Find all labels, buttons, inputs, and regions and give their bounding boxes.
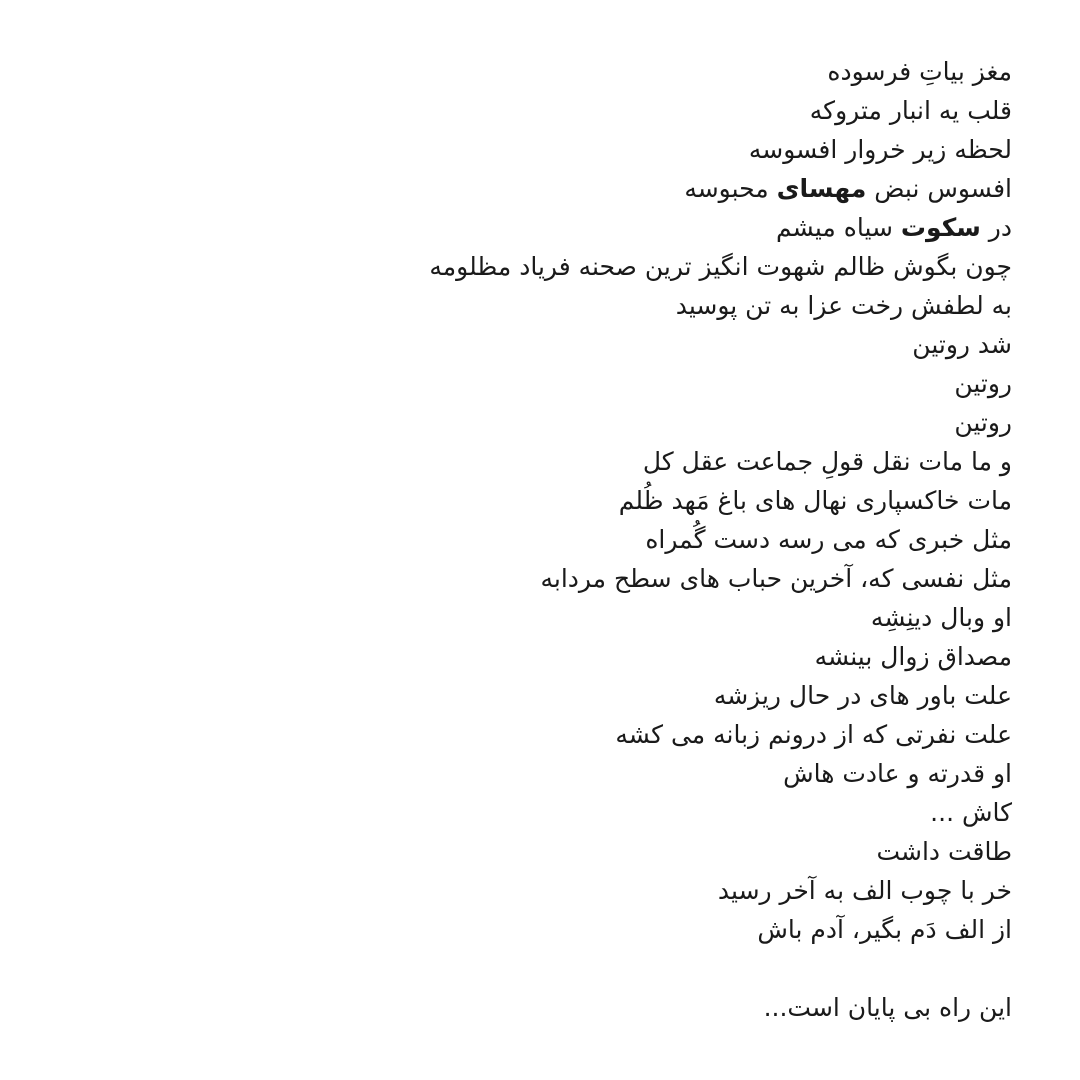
stanza-gap: [72, 949, 1012, 988]
poem-line-text: سیاه میشم: [775, 213, 901, 242]
poem-line: و ما مات نقل قولِ جماعت عقل کل: [642, 447, 1012, 476]
poem-line: شد روتین: [912, 330, 1012, 359]
emphasized-word: سکوت: [900, 213, 981, 242]
poem-line: مثل خبری که می رسه دست گُمراه: [645, 525, 1012, 554]
poem-line: روتین: [954, 369, 1012, 398]
poem-text: [72, 52, 1012, 1027]
poem-line: خر با چوب الف به آخر رسید: [717, 876, 1012, 905]
poem-line: چون بگوش ظالم شهوت انگیز ترین صحنه فریاد مظلومه: [429, 252, 1012, 281]
poem-line: از الف دَم بگیر، آدم باش: [757, 915, 1012, 944]
poem-line: او قدرته و عادت هاش: [783, 759, 1012, 788]
poem-line: [72, 208, 1012, 247]
poem-line: طاقت داشت: [876, 837, 1012, 866]
poem-line: مات خاکسپاری نهال های باغ مَهد ظُلم: [618, 486, 1012, 515]
poem-line: لحظه زیر خروار افسوسه: [748, 135, 1012, 164]
poem-line: روتین: [954, 408, 1012, 437]
poem-line: مصداق زوال بینشه: [814, 642, 1012, 671]
poem-line-text: در: [980, 213, 1012, 242]
emphasized-word: مهسای: [776, 174, 867, 203]
poem-line: علت نفرتی که از درونم زبانه می کشه: [615, 720, 1012, 749]
poem-line: [72, 169, 1012, 208]
poem-line: مثل نفسی که، آخرین حباب های سطح مردابه: [540, 564, 1012, 593]
poem-line-text: محبوسه: [684, 174, 777, 203]
poem-line: قلب یه انبار متروکه: [809, 96, 1012, 125]
poem-line: علت باور های در حال ریزشه: [713, 681, 1012, 710]
poem-final-line: این راه بی پایان است...: [763, 993, 1012, 1022]
poem-line: او وبال دینِشِه: [870, 603, 1012, 632]
poem-line: مغز بیاتِ فرسوده: [827, 57, 1012, 86]
poem-line: به لطفش رخت عزا به تن پوسید: [675, 291, 1012, 320]
poem-line-text: افسوس نبض: [866, 174, 1012, 203]
poem-line: کاش ...: [930, 798, 1012, 827]
